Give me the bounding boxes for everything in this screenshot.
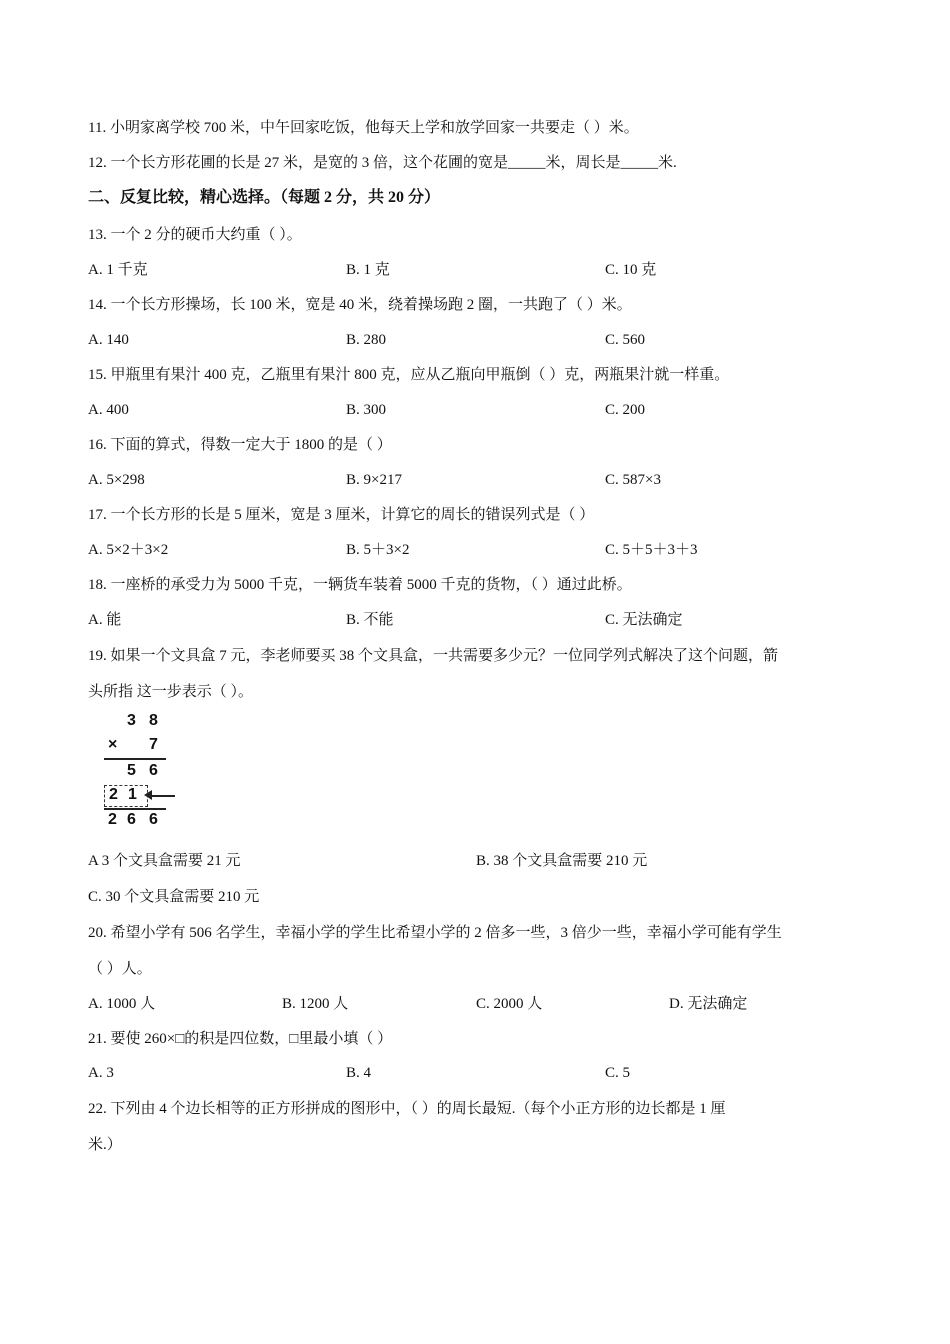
question-13-option-c: C. 10 克 <box>605 262 657 278</box>
mult-digit: 8 <box>149 712 158 729</box>
question-12: 12. 一个长方形花圃的长是 27 米，是宽的 3 倍，这个花圃的宽是_____米，周长是_____米. <box>88 155 677 171</box>
question-11: 11. 小明家离学校 700 米，中午回家吃饭，他每天上学和放学回家一共要走（ ）米。 <box>88 120 639 136</box>
question-18-option-a: A. 能 <box>88 612 122 628</box>
mult-digit: 5 <box>127 762 136 779</box>
mult-rule-line <box>104 758 166 760</box>
pointing-arrow <box>147 795 175 797</box>
mult-digit: 3 <box>127 712 136 729</box>
question-17-option-b: B. 5＋3×2 <box>346 542 410 558</box>
question-18-option-b: B. 不能 <box>346 612 394 628</box>
question-16-option-a: A. 5×298 <box>88 472 145 488</box>
question-16-option-b: B. 9×217 <box>346 472 402 488</box>
mult-digit: 7 <box>149 736 158 753</box>
question-18-stem: 18. 一座桥的承受力为 5000 千克，一辆货车装着 5000 千克的货物，（ ）通过此桥。 <box>88 577 632 593</box>
question-14-option-a: A. 140 <box>88 332 129 348</box>
question-21-option-a: A. 3 <box>88 1065 114 1081</box>
question-13-stem: 13. 一个 2 分的硬币大约重（ ）。 <box>88 227 302 243</box>
question-16-stem: 16. 下面的算式，得数一定大于 1800 的是（ ） <box>88 437 392 453</box>
question-15-stem: 15. 甲瓶里有果汁 400 克，乙瓶里有果汁 800 克，应从乙瓶向甲瓶倒（ ）克，两瓶果汁就一样重。 <box>88 367 730 383</box>
mult-digit: 6 <box>149 762 158 779</box>
question-17-stem: 17. 一个长方形的长是 5 厘米，宽是 3 厘米，计算它的周长的错误列式是（ ） <box>88 507 595 523</box>
question-20-stem-line1: 20. 希望小学有 506 名学生，幸福小学的学生比希望小学的 2 倍多一些，3 倍少一些，幸福小学可能有学生 <box>88 925 782 941</box>
mult-rule-line <box>104 808 166 810</box>
question-14-stem: 14. 一个长方形操场，长 100 米，宽是 40 米，绕着操场跑 2 圈，一共跑了（ ）米。 <box>88 297 632 313</box>
question-21-option-b: B. 4 <box>346 1065 372 1081</box>
question-20-option-c: C. 2000 人 <box>476 996 543 1012</box>
mult-digit: 2 <box>108 811 117 828</box>
multiply-sign: × <box>108 736 118 753</box>
question-16-option-c: C. 587×3 <box>605 472 661 488</box>
question-18-option-c: C. 无法确定 <box>605 612 683 628</box>
question-13-option-b: B. 1 克 <box>346 262 390 278</box>
question-15-option-c: C. 200 <box>605 402 646 418</box>
mult-digit: 2 <box>109 786 118 803</box>
question-15-option-b: B. 300 <box>346 402 387 418</box>
mult-digit: 6 <box>127 811 136 828</box>
question-20-option-b: B. 1200 人 <box>282 996 349 1012</box>
section-heading: 二、反复比较，精心选择。（每题 2 分，共 20 分） <box>88 189 441 206</box>
question-15-option-a: A. 400 <box>88 402 129 418</box>
question-13-option-a: A. 1 千克 <box>88 262 148 278</box>
mult-digit: 6 <box>149 811 158 828</box>
question-21-option-c: C. 5 <box>605 1065 631 1081</box>
question-21-stem: 21. 要使 260×□的积是四位数，□里最小填（ ） <box>88 1031 393 1047</box>
question-20-option-a: A. 1000 人 <box>88 996 156 1012</box>
question-17-option-a: A. 5×2＋3×2 <box>88 542 169 558</box>
question-22-stem-line1: 22. 下列由 4 个边长相等的正方形拼成的图形中，（ ）的周长最短.（每个小正方形的边长都是 1 厘 <box>88 1101 726 1117</box>
question-14-option-c: C. 560 <box>605 332 646 348</box>
question-19-stem-line2: 头所指 这一步表示（ ）。 <box>88 684 254 700</box>
question-19-option-a: A 3 个文具盒需要 21 元 <box>88 853 241 869</box>
question-19-stem-line1: 19. 如果一个文具盒 7 元，李老师要买 38 个文具盒，一共需要多少元？一位同学列式解决了这个问题，箭 <box>88 648 779 664</box>
question-20-option-d: D. 无法确定 <box>669 996 748 1012</box>
question-14-option-b: B. 280 <box>346 332 387 348</box>
mult-digit: 1 <box>128 786 137 803</box>
question-17-option-c: C. 5＋5＋3＋3 <box>605 542 698 558</box>
question-19-option-b: B. 38 个文具盒需要 210 元 <box>476 853 648 869</box>
question-22-stem-line2: 米.） <box>88 1137 122 1153</box>
question-20-stem-line2: （ ）人。 <box>88 961 152 977</box>
vertical-multiplication-figure <box>100 712 180 832</box>
question-19-option-c: C. 30 个文具盒需要 210 元 <box>88 889 260 905</box>
